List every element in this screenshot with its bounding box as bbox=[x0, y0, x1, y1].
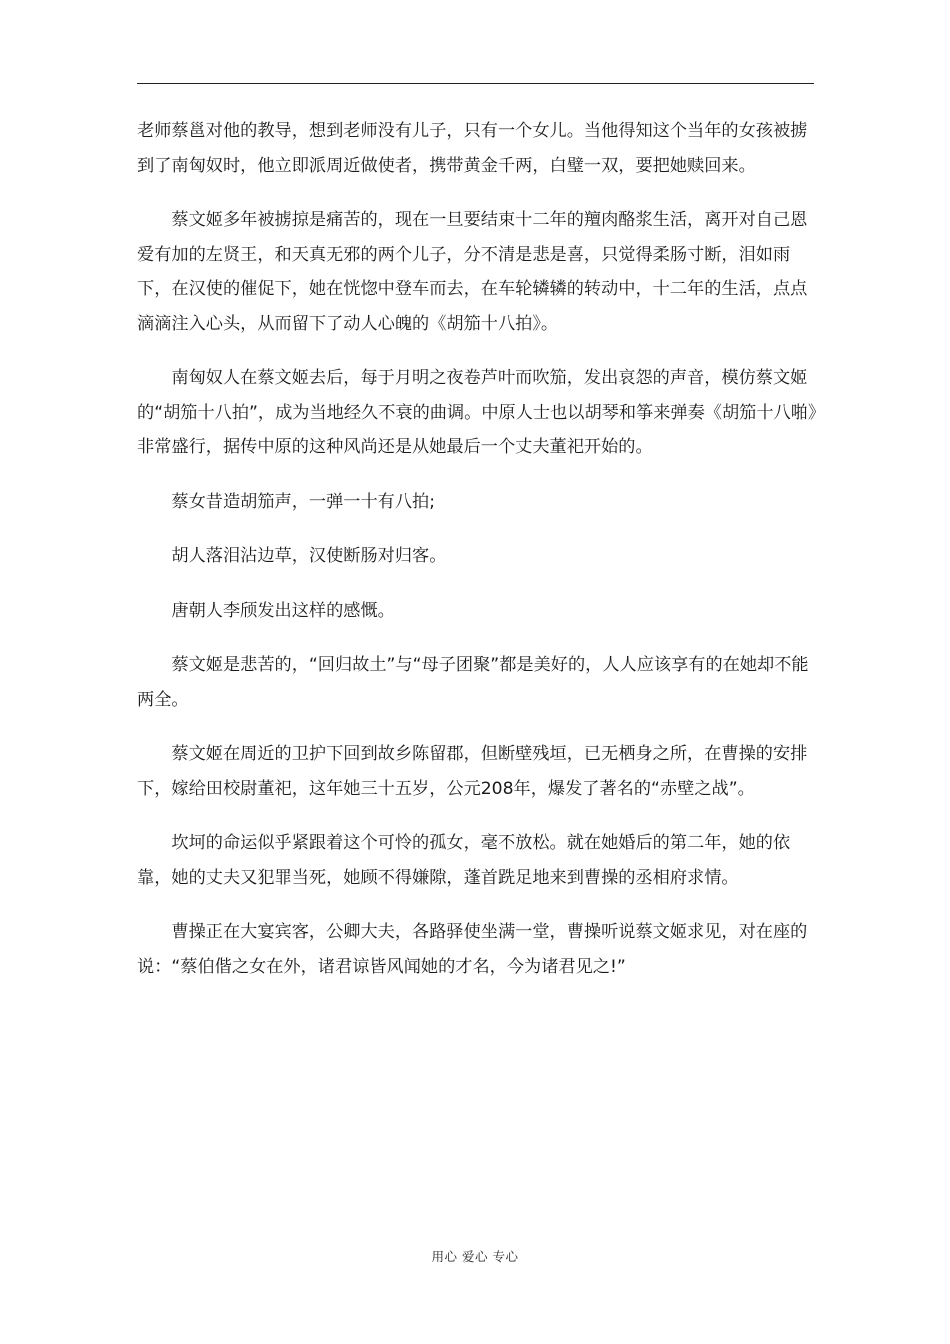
paragraph-3: 南匈奴人在蔡文姬去后，每于月明之夜卷芦叶而吹笳，发出哀怨的声音，模仿蔡文姬的“胡笳十八拍”，成为当地经久不衰的曲调。中原人士也以胡琴和筝来弹奏《胡笳十八啪》非常盛行，据传中原的这种风尚还是从她最后一个丈夫董祀开始的。 bbox=[137, 368, 817, 457]
paragraph-5: 蔡文姬在周近的卫护下回到故乡陈留郡，但断壁残垣，已无栖身之所，在曹操的安排下，嫁给田校尉董祀，这年她三十五岁，公元208年，爆发了著名的“赤壁之战”。 bbox=[137, 744, 808, 799]
header-rule bbox=[137, 83, 814, 84]
paragraph-7: 曹操正在大宴宾客，公卿大夫，各路驿使坐满一堂，曹操听说蔡文姬求见，对在座的说：“蔡伯偕之女在外，诸君谅皆风闻她的才名，今为诸君见之!” bbox=[137, 922, 808, 977]
page-footer: 用心 爱心 专心 bbox=[431, 1249, 519, 1264]
paragraph-4: 蔡文姬是悲苦的，“回归故土”与“母子团聚”都是美好的，人人应该享有的在她却不能两全。 bbox=[137, 655, 809, 710]
paragraph-2: 蔡文姬多年被掳掠是痛苦的，现在一旦要结束十二年的羶肉酪浆生活，离开对自己恩爱有加的左贤王，和天真无邪的两个儿子，分不清是悲是喜，只觉得柔肠寸断，泪如雨下，在汉使的催促下，她在恍惚中登车而去，在车轮辚辚的转动中，十二年的生活，点点滴滴注入心头，从而留下了动人心魄的《胡笳十八拍》。 bbox=[137, 210, 808, 334]
poem-line-2: 胡人落泪沾边草，汉使断肠对归客。 bbox=[171, 546, 447, 566]
paragraph-attribution: 唐朝人李颀发出这样的感慨。 bbox=[171, 600, 395, 621]
paragraph-1: 老师蔡邕对他的教导，想到老师没有儿子，只有一个女儿。当他得知这个当年的女孩被掳到了南匈奴时，他立即派周近做使者，携带黄金千两，白璧一双，要把她赎回来。 bbox=[137, 121, 808, 176]
poem-line-1: 蔡女昔造胡笳声，一弹一十有八拍; bbox=[171, 491, 435, 512]
document-body bbox=[137, 114, 817, 1004]
paragraph-6: 坎坷的命运似乎紧跟着这个可怜的孤女，毫不放松。就在她婚后的第二年，她的依靠，她的丈夫又犯罪当死，她顾不得嫌隙，蓬首跣足地来到曹操的丞相府求情。 bbox=[137, 833, 791, 888]
